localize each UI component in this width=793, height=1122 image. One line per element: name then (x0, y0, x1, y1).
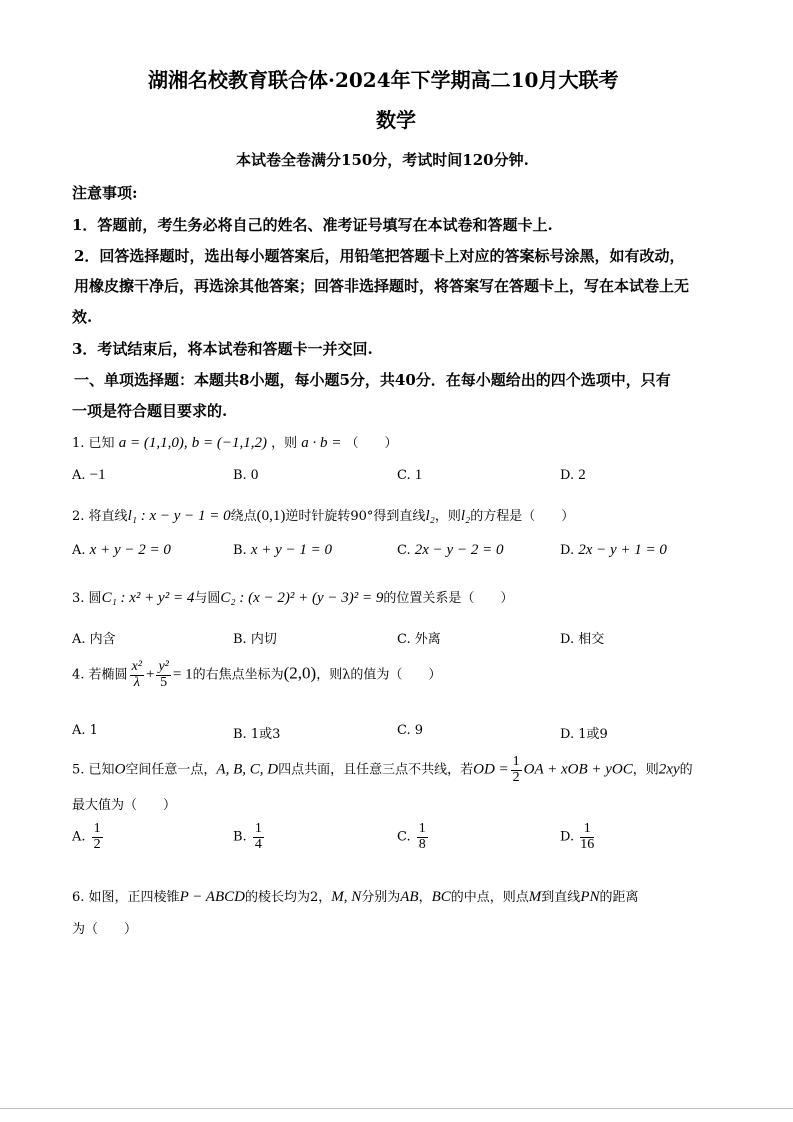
question-1 (72, 432, 398, 452)
option-d[interactable]: D. 1或9 (560, 727, 608, 742)
question-number: 1. (72, 436, 85, 451)
math-fraction: $\frac{\text{y²}}{5}$ (158, 659, 169, 690)
option-c[interactable]: C. 2x − y − 2 = 0 (397, 542, 504, 558)
option-b[interactable]: B. 内切 (233, 632, 277, 647)
note-3: 3．考试结束后，将本试卷和答题卡一并交回. (72, 340, 373, 358)
question-5-line-2: 最大值为（ ） (72, 798, 177, 813)
note-1: 1．答题前，考生务必将自己的姓名、准考证号填写在本试卷和答题卡上. (72, 216, 553, 234)
note-2-line-3: 效. (72, 308, 93, 326)
section-heading-line-1: 一、单项选择题：本题共8小题，每小题5分，共40分．在每小题给出的四个选项中，只有 (74, 371, 671, 389)
question-text: 已知 (88, 436, 115, 451)
option-a[interactable]: A. $\frac{1}{2}$ (72, 821, 101, 852)
note-2-line-1: 2．回答选择题时，选出每小题答案后，用铅笔把答题卡上对应的答案标号涂黑，如有改动， (74, 247, 685, 265)
question-text: （ ） (345, 436, 398, 451)
option-c[interactable]: C. $\frac{1}{8}$ (397, 821, 426, 852)
option-c[interactable]: C. 9 (397, 723, 424, 738)
option-a[interactable]: A. 内含 (72, 632, 116, 647)
option-c[interactable]: C. 外离 (397, 632, 441, 647)
math-line-l1: l₁ : x − y − 1 = 0 (127, 508, 231, 524)
option-c[interactable]: C. 1 (397, 467, 423, 483)
note-2-line-2: 用橡皮擦干净后，再选涂其他答案；回答非选择题时，将答案写在答题卡上，写在本试卷上无 (74, 277, 690, 295)
option-d[interactable]: D. $\frac{1}{16}$ (560, 821, 595, 852)
question-3: 3. 圆C₁ : x² + y² = 4与圆C₂ : (x − 2)² + (y − 3)² = 9的位置关系是（ ） (72, 590, 514, 606)
option-a[interactable]: A. x + y − 2 = 0 (72, 542, 171, 558)
option-a[interactable]: A. −1 (72, 467, 106, 483)
exam-title: 湖湘名校教育联合体·2024年下学期高二10月大联考 (148, 68, 619, 92)
math-fraction: $\frac{\text{x²}}{\lambda}$ (131, 659, 142, 690)
option-b[interactable]: B. $\frac{1}{4}$ (233, 821, 262, 852)
question-text: ，则 (271, 436, 298, 451)
math-circle-c1: C₁ : x² + y² = 4 (101, 590, 195, 606)
math-dot-product: a · b = (301, 435, 342, 451)
subject-title: 数学 (376, 108, 416, 132)
option-d[interactable]: D. 2x − y + 1 = 0 (560, 542, 667, 558)
option-d[interactable]: D. 2 (560, 467, 586, 483)
section-heading-line-2: 一项是符合题目要求的. (72, 402, 228, 420)
option-b[interactable]: B. 1或3 (233, 727, 281, 742)
question-4: 4. 若椭圆 $\frac{\text{x²}}{\lambda}$ + $\frac{\text{y²}}{5}$ = 1的右焦点坐标为(2,0)，则λ的值为（ ） (72, 659, 442, 690)
math-vector-b: b = (−1,1,2) (191, 435, 267, 451)
math-vector-a: a = (1,1,0), (118, 435, 188, 451)
math-circle-c2: C₂ : (x − 2)² + (y − 3)² = 9 (220, 590, 384, 606)
math-point: (0,1) (256, 508, 286, 524)
question-5: 5. 已知O空间任意一点，A, B, C, D四点共面，且任意三点不共线，若OD = $\frac{1}{2}$ OA + xOB + yOC，则2xy的 (72, 754, 693, 785)
score-info: 本试卷全卷满分150分，考试时间120分钟. (236, 151, 529, 169)
math-fraction: $\frac{1}{2}$ (512, 754, 520, 785)
notes-heading: 注意事项: (72, 184, 138, 202)
question-6: 6. 如图，正四棱锥P − ABCD的棱长均为2，M, N分别为AB，BC的中点，则点M到直线PN的距离 (72, 889, 639, 905)
option-b[interactable]: B. x + y − 1 = 0 (233, 542, 333, 558)
page-bottom-divider (0, 1108, 793, 1109)
option-b[interactable]: B. 0 (233, 467, 259, 483)
math-point: (2,0) (283, 663, 317, 683)
question-2: 2. 将直线l₁ : x − y − 1 = 0绕点(0,1)逆时针旋转90°得到直线l₂，则l₂的方程是（ ） (72, 508, 575, 524)
option-d[interactable]: D. 相交 (560, 632, 605, 647)
math-vector-equation: OD = (473, 761, 509, 778)
question-6-line-2: 为（ ） (72, 922, 138, 937)
option-a[interactable]: A. 1 (72, 723, 98, 738)
